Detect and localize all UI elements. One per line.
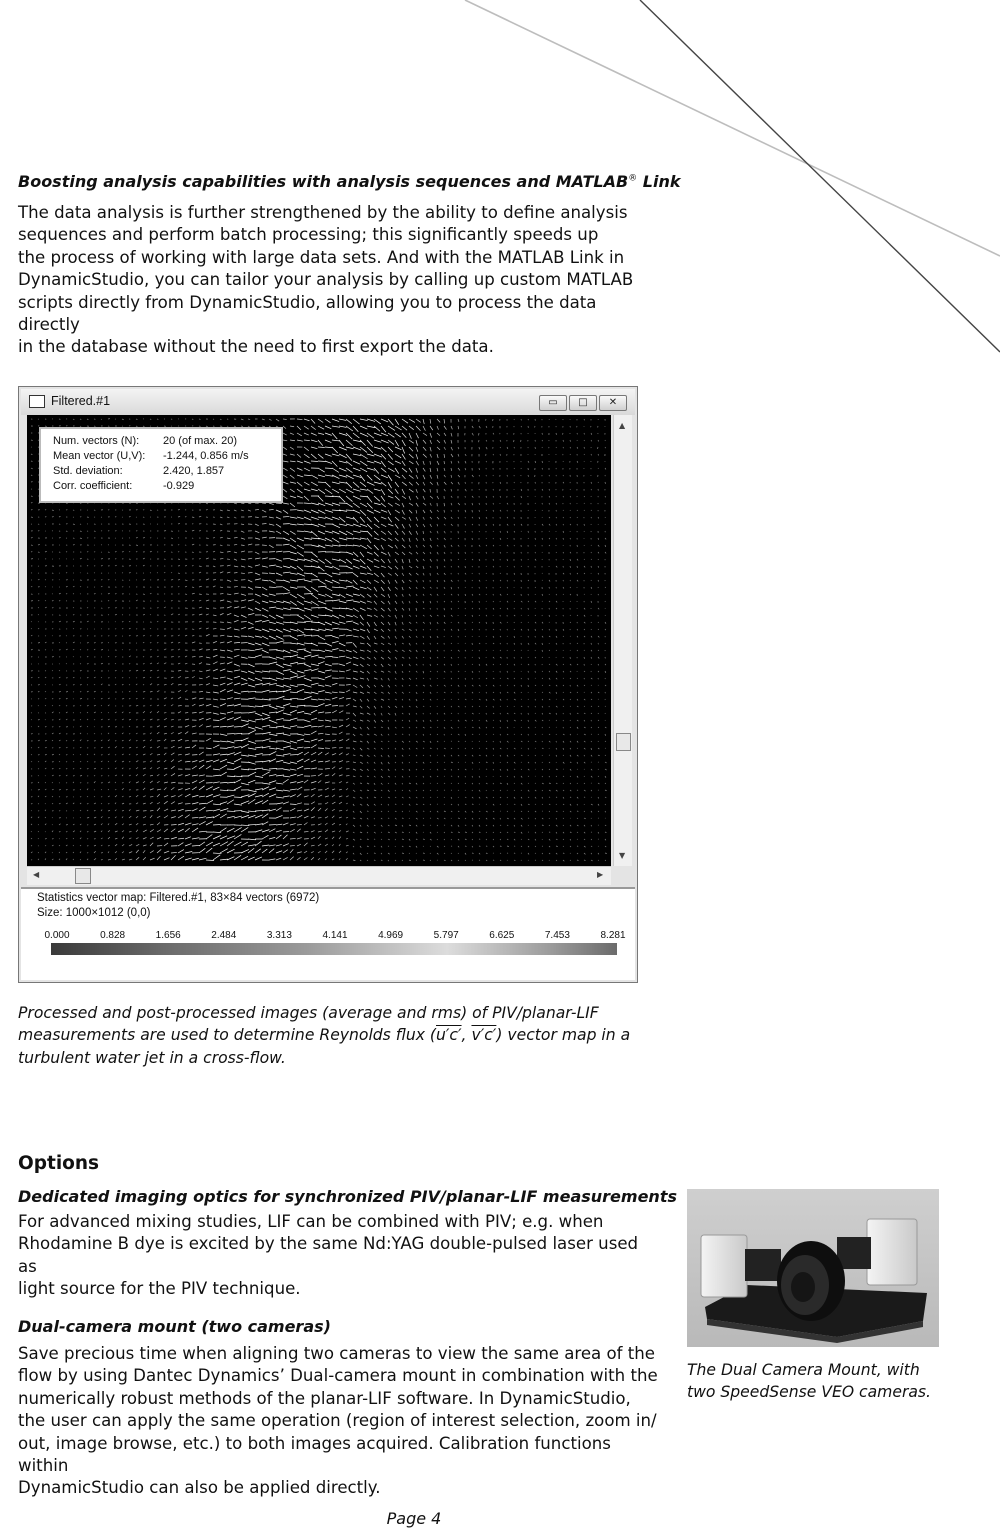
figure-caption [18,1002,638,1069]
para-line: the process of working with large data sets. And with the MATLAB Link in [18,247,625,267]
flux-v: v′c′ [471,1026,497,1045]
scroll-left-arrow[interactable]: ◀ [33,870,40,879]
imaging-optics-paragraph [18,1211,658,1301]
section1-paragraph [18,202,638,359]
dual-camera-paragraph [18,1343,658,1500]
stat-value: -0.929 [163,480,195,492]
colorbar-tick: 2.484 [211,930,237,941]
flux-u: u′c′ [436,1026,462,1045]
photo-caption [687,1359,987,1404]
caption-line: two SpeedSense VEO cameras. [687,1383,932,1402]
stat-label: Std. deviation: [53,465,123,477]
para-line: flow by using Dantec Dynamics’ Dual-camera mount in combination with the [18,1366,658,1386]
horizontal-scrollbar[interactable] [27,866,611,885]
status-line-1: Statistics vector map: Filtered.#1, 83×84 vectors (6972) [37,892,320,904]
colorbar-ticks [45,930,625,944]
colorbar-tick: 7.453 [544,930,570,941]
stat-value: -1.244, 0.856 m/s [163,450,249,462]
scroll-right-arrow[interactable]: ▶ [597,870,604,879]
scroll-thumb-horizontal[interactable] [75,868,91,884]
caption-line [18,1024,638,1046]
colorbar-tick: 8.281 [600,930,626,941]
colorbar-tick: 0.000 [44,930,70,941]
vector-map-window [18,386,638,983]
para-line: numerically robust methods of the planar-LIF software. In DynamicStudio, [18,1388,631,1408]
stat-value: 20 (of max. 20) [163,435,237,447]
vector-plot [27,415,611,866]
para-line: The data analysis is further strengthened by the ability to define analysis [18,203,628,222]
colorbar-tick: 3.313 [266,930,292,941]
minimize-button[interactable]: ▭ [539,395,567,411]
colorbar [51,943,617,955]
caption-text: measurements are used to determine Reynolds flux ( [18,1026,436,1045]
para-line: the user can apply the same operation (region of interest selection, zoom in/ [18,1411,657,1431]
scroll-up-arrow[interactable]: ▲ [619,421,626,430]
subheading-imaging-optics: Dedicated imaging optics for synchronized PIV/planar-LIF measurements [18,1187,677,1206]
page-number: Page 4 [386,1509,442,1528]
para-line: sequences and perform batch processing; this significantly speeds up [18,225,599,245]
para-line: Save precious time when aligning two cameras to view the same area of the [18,1344,656,1363]
para-line: scripts directly from DynamicStudio, allowing you to process the data directly [18,292,597,335]
maximize-button[interactable]: □ [569,395,597,411]
colorbar-tick: 4.141 [322,930,348,941]
window-titlebar[interactable] [21,389,635,415]
scroll-down-arrow[interactable]: ▼ [619,851,626,860]
caption-line: turbulent water jet in a cross-flow. [18,1048,286,1067]
heading-text: Boosting analysis capabilities with analysis sequences and MATLAB [18,172,629,191]
stat-label: Corr. coefficient: [53,480,133,492]
image-icon [29,395,45,408]
para-line: For advanced mixing studies, LIF can be combined with PIV; e.g. when [18,1212,604,1231]
para-line: Rhodamine B dye is excited by the same Nd:YAG double-pulsed laser used as [18,1234,639,1276]
caption-sep: , [461,1026,472,1045]
para-line: light source for the PIV technique. [18,1279,301,1299]
colorbar-tick: 5.797 [433,930,459,941]
caption-text: ) vector map in a [496,1026,631,1045]
para-line: DynamicStudio can also be applied directly. [18,1478,381,1498]
status-panel [21,887,635,980]
para-line: in the database without the need to first export the data. [18,337,494,357]
statistics-box [39,427,283,503]
scroll-thumb-vertical[interactable] [616,733,631,751]
caption-line: Processed and post-processed images (average and rms) of PIV/planar-LIF [18,1004,599,1022]
registered-mark: ® [628,173,638,184]
vertical-scrollbar[interactable] [613,415,632,866]
heading-tail: Link [637,172,681,191]
subheading-dual-camera: Dual-camera mount (two cameras) [18,1317,331,1336]
colorbar-tick: 6.625 [489,930,515,941]
dual-camera-photo [687,1189,939,1347]
stat-label: Mean vector (U,V): [53,450,146,462]
colorbar-tick: 0.828 [100,930,126,941]
colorbar-tick: 4.969 [378,930,404,941]
close-button[interactable]: ✕ [599,395,627,411]
window-title: Filtered.#1 [51,394,111,408]
status-line-2: Size: 1000×1012 (0,0) [37,907,151,919]
colorbar-tick: 1.656 [155,930,181,941]
para-line: DynamicStudio, you can tailor your analysis by calling up custom MATLAB [18,270,634,290]
section-heading-matlab [18,172,680,191]
stat-label: Num. vectors (N): [53,435,140,447]
stat-value: 2.420, 1.857 [163,465,225,477]
para-line: out, image browse, etc.) to both images acquired. Calibration functions within [18,1433,611,1476]
caption-line: The Dual Camera Mount, with [687,1361,920,1379]
options-heading: Options [18,1153,100,1174]
